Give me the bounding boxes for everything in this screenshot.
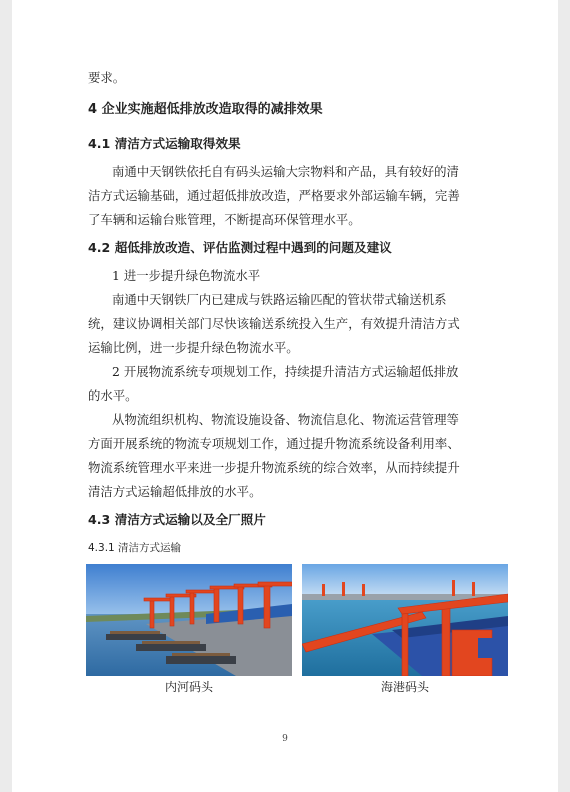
paragraph-line: 物流系统管理水平来进一步提升物流系统的综合效率，从而持续提升 xyxy=(88,460,460,475)
seaport-wharf-image xyxy=(302,564,508,676)
item-1-paragraph xyxy=(88,288,508,360)
page-number: 9 xyxy=(282,734,288,744)
section-4-3-heading: 4.3 清洁方式运输以及全厂照片 xyxy=(88,512,266,527)
river-wharf-image xyxy=(86,564,292,676)
seaport-wharf-caption: 海港码头 xyxy=(380,680,429,694)
photo-row xyxy=(88,564,508,702)
river-wharf-caption: 内河码头 xyxy=(164,680,213,694)
document-page xyxy=(12,0,558,792)
section-4-heading: 4 企业实施超低排放改造取得的减排效果 xyxy=(88,102,323,117)
paragraph-line: 统，建议协调相关部门尽快该输送系统投入生产，有效提升清洁方式 xyxy=(88,316,460,331)
item-1-title: 1 进一步提升绿色物流水平 xyxy=(112,268,261,283)
paragraph-line: 方面开展系统的物流专项规划工作，通过提升物流系统设备利用率、 xyxy=(88,436,460,451)
section-4-3-1-heading: 4.3.1 清洁方式运输 xyxy=(88,542,182,554)
paragraph-line: 了车辆和运输台账管理，不断提高环保管理水平。 xyxy=(88,212,361,227)
item-2-paragraph xyxy=(88,408,508,504)
paragraph-line: 清洁方式运输超低排放的水平。 xyxy=(88,484,262,499)
river-wharf-photo xyxy=(86,564,292,676)
page-content xyxy=(88,66,508,702)
section-4-1-paragraph xyxy=(88,160,508,232)
item-2-title xyxy=(88,360,508,408)
section-4-2-heading: 4.2 超低排放改造、评估监测过程中遇到的问题及建议 xyxy=(88,240,392,255)
paragraph-line: 从物流组织机构、物流设施设备、物流信息化、物流运营管理等 xyxy=(112,412,459,427)
paragraph-line: 的水平。 xyxy=(88,388,138,403)
intro-line: 要求。 xyxy=(88,70,126,85)
paragraph-line: 南通中天钢铁依托自有码头运输大宗物料和产品，具有较好的清 xyxy=(112,164,459,179)
paragraph-line: 2 开展物流系统专项规划工作，持续提升清洁方式运输超低排放 xyxy=(112,364,459,379)
seaport-wharf-photo xyxy=(302,564,508,676)
paragraph-line: 运输比例，进一步提升绿色物流水平。 xyxy=(88,340,299,355)
paragraph-line: 南通中天钢铁厂内已建成与铁路运输匹配的管状带式输送机系 xyxy=(112,292,447,307)
section-4-1-heading: 4.1 清洁方式运输取得效果 xyxy=(88,136,241,151)
paragraph-line: 洁方式运输基础，通过超低排放改造，严格要求外部运输车辆，完善 xyxy=(88,188,460,203)
